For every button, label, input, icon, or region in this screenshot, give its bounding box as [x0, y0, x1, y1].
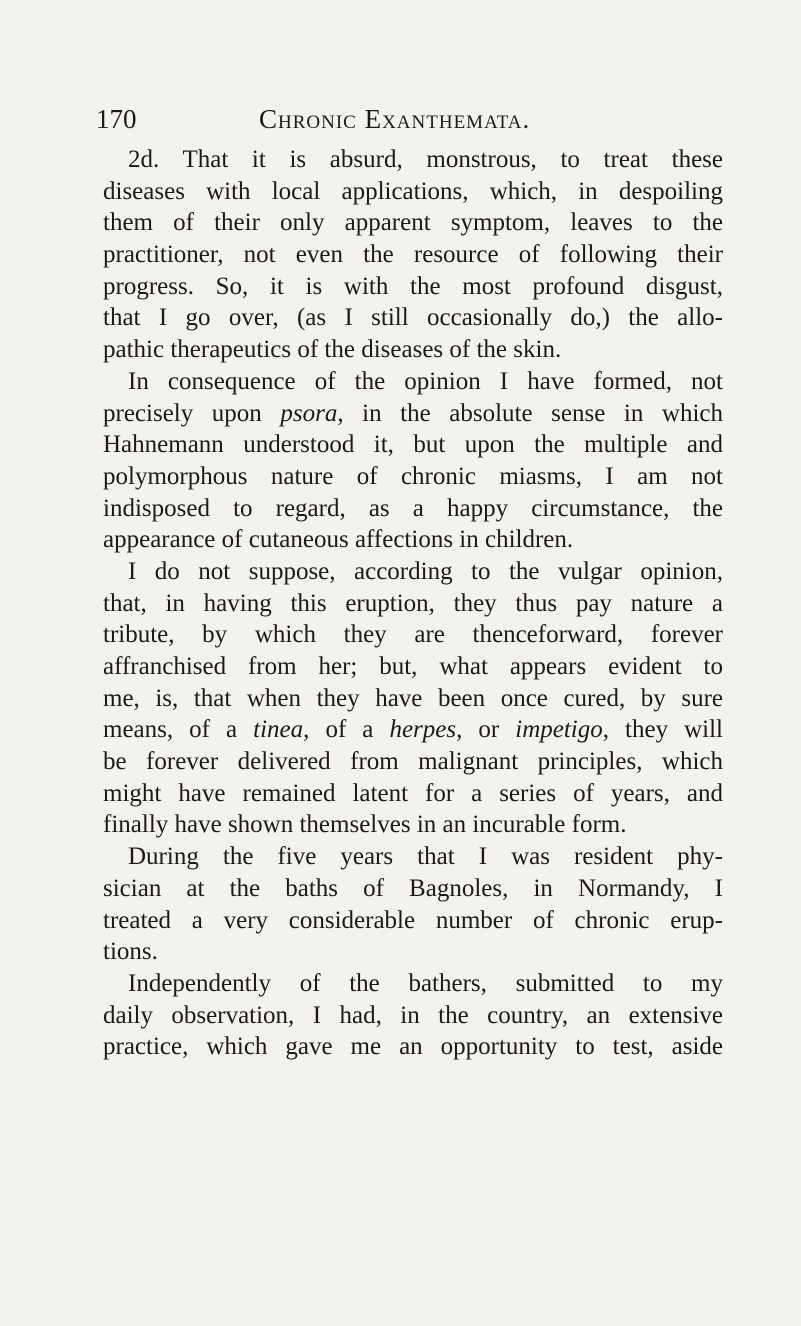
text-line: progress. So, it is with the most profound disgust,: [103, 272, 723, 300]
text-line: practitioner, not even the resource of following their: [103, 241, 723, 269]
text-line: might have remained latent for a series of years, and: [103, 779, 723, 807]
text-line: treated a very considerable number of chronic erup-: [103, 906, 723, 934]
text-line: that, in having this eruption, they thus pay nature a: [103, 589, 723, 617]
text-line: daily observation, I had, in the country, an extensive: [103, 1001, 723, 1029]
italic-term: tinea: [253, 716, 304, 744]
text-line: me, is, that when they have been once cured, by sure: [103, 684, 723, 712]
running-head: [96, 102, 736, 136]
text-line: diseases with local applications, which, in despoiling: [103, 177, 723, 205]
text-line: Independently of the bathers, submitted to my: [128, 969, 723, 997]
text-fragment: means, of a: [103, 716, 254, 744]
text-fragment: , of a: [303, 716, 390, 744]
text-line: pathic therapeutics of the diseases of the skin.: [103, 336, 562, 364]
text-fragment: , or: [456, 716, 516, 744]
italic-term: impetigo: [515, 716, 603, 744]
text-line: finally have shown themselves in an incurable form.: [103, 811, 627, 839]
italic-term: herpes: [389, 716, 457, 744]
text-fragment: , in the absolute sense in which: [337, 399, 723, 427]
text-line: I do not suppose, according to the vulgar opinion,: [128, 557, 723, 585]
text-line: indisposed to regard, as a happy circumstance, the: [103, 494, 723, 522]
running-title: Chronic Exanthemata.: [259, 104, 531, 134]
text-line: tribute, by which they are thenceforward, forever: [103, 621, 723, 649]
text-line: practice, which gave me an opportunity to test, aside: [103, 1033, 723, 1061]
text-line: tions.: [103, 938, 158, 966]
body-text: [103, 144, 723, 1063]
text-line: sician at the baths of Bagnoles, in Normandy, I: [103, 874, 723, 902]
text-fragment: , they will: [602, 716, 724, 744]
text-fragment: precisely upon: [103, 399, 281, 427]
italic-term: psora: [280, 399, 338, 427]
text-line: them of their only apparent symptom, leaves to the: [103, 209, 723, 237]
page-number: 170: [96, 104, 137, 134]
text-line: [103, 714, 723, 746]
text-line: be forever delivered from malignant principles, which: [103, 748, 723, 776]
text-line: In consequence of the opinion I have formed, not: [128, 367, 723, 395]
text-line: that I go over, (as I still occasionally do,) the allo-: [103, 304, 723, 332]
text-line: appearance of cutaneous affections in children.: [103, 526, 574, 554]
text-line: affranchised from her; but, what appears evident to: [103, 653, 723, 680]
text-line: polymorphous nature of chronic miasms, I am not: [103, 462, 723, 490]
text-line: During the five years that I was resident phy-: [128, 843, 723, 871]
text-line: 2d. That it is absurd, monstrous, to treat these: [128, 146, 723, 173]
text-line: [103, 398, 723, 430]
text-line: Hahnemann understood it, but upon the multiple and: [103, 431, 723, 459]
